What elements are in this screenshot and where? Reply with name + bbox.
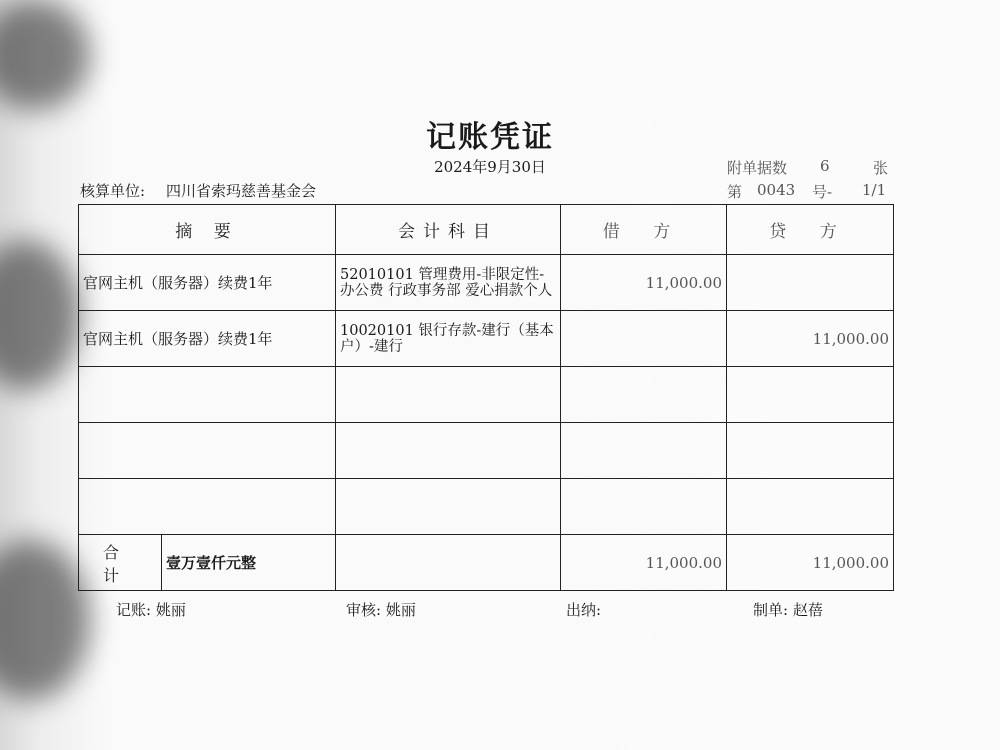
scan-smudge — [0, 240, 80, 390]
voucher-no-suffix: 号- — [812, 183, 833, 201]
scan-smudge — [0, 0, 90, 110]
total-label: 合 计 — [79, 535, 162, 590]
table-row — [79, 479, 894, 535]
voucher-page: 1/1 — [862, 181, 887, 199]
account-cell — [336, 479, 561, 535]
bookkeeper-signature: 记账: 姚丽 — [116, 601, 186, 619]
debit-cell — [561, 311, 727, 367]
table-row — [79, 311, 894, 367]
credit-cell — [727, 479, 894, 535]
voucher-title: 记账凭证 — [426, 120, 554, 155]
voucher-no: 0043 — [757, 181, 796, 199]
summary-cell — [79, 367, 336, 423]
total-row — [79, 535, 894, 591]
voucher-date: 2024年9月30日 — [434, 158, 546, 176]
voucher-table — [78, 204, 894, 591]
summary-cell — [79, 423, 336, 479]
summary-cell: 官网主机（服务器）续费1年 — [79, 255, 336, 311]
debit-cell — [561, 423, 727, 479]
scan-smudge — [0, 540, 90, 700]
account-cell — [336, 367, 561, 423]
summary-cell: 官网主机（服务器）续费1年 — [79, 311, 336, 367]
header-row — [79, 205, 894, 255]
debit-cell — [561, 479, 727, 535]
org-label: 核算单位: — [80, 182, 146, 200]
total-credit: 11,000.00 — [727, 535, 894, 591]
credit-cell — [727, 367, 894, 423]
header-credit: 贷 方 — [727, 205, 894, 255]
credit-cell: 11,000.00 — [727, 311, 894, 367]
summary-cell — [79, 479, 336, 535]
header-debit: 借 方 — [561, 205, 727, 255]
credit-cell — [727, 423, 894, 479]
table-row — [79, 255, 894, 311]
debit-cell: 11,000.00 — [561, 255, 727, 311]
org-name: 四川省索玛慈善基金会 — [166, 182, 317, 200]
reviewer-signature: 审核: 姚丽 — [346, 601, 416, 619]
account-cell: 10020101 银行存款-建行（基本户）-建行 — [336, 311, 561, 367]
attach-label: 附单据数 — [727, 159, 788, 177]
attach-count: 6 — [820, 157, 830, 175]
credit-cell — [727, 255, 894, 311]
debit-cell — [561, 367, 727, 423]
total-amount-words: 壹万壹仟元整 — [166, 554, 257, 572]
preparer-signature: 制单: 赵蓓 — [753, 601, 823, 619]
table-row — [79, 423, 894, 479]
total-spacer — [336, 535, 561, 591]
cashier-signature: 出纳: — [566, 601, 602, 619]
total-debit: 11,000.00 — [561, 535, 727, 591]
header-summary: 摘 要 — [79, 205, 336, 255]
attach-unit: 张 — [873, 159, 889, 177]
total-cell — [79, 535, 336, 591]
voucher-no-prefix: 第 — [727, 183, 743, 201]
table-row — [79, 367, 894, 423]
account-cell — [336, 423, 561, 479]
header-account: 会计科目 — [336, 205, 561, 255]
account-cell: 52010101 管理费用-非限定性-办公费 行政事务部 爱心捐款个人 — [336, 255, 561, 311]
